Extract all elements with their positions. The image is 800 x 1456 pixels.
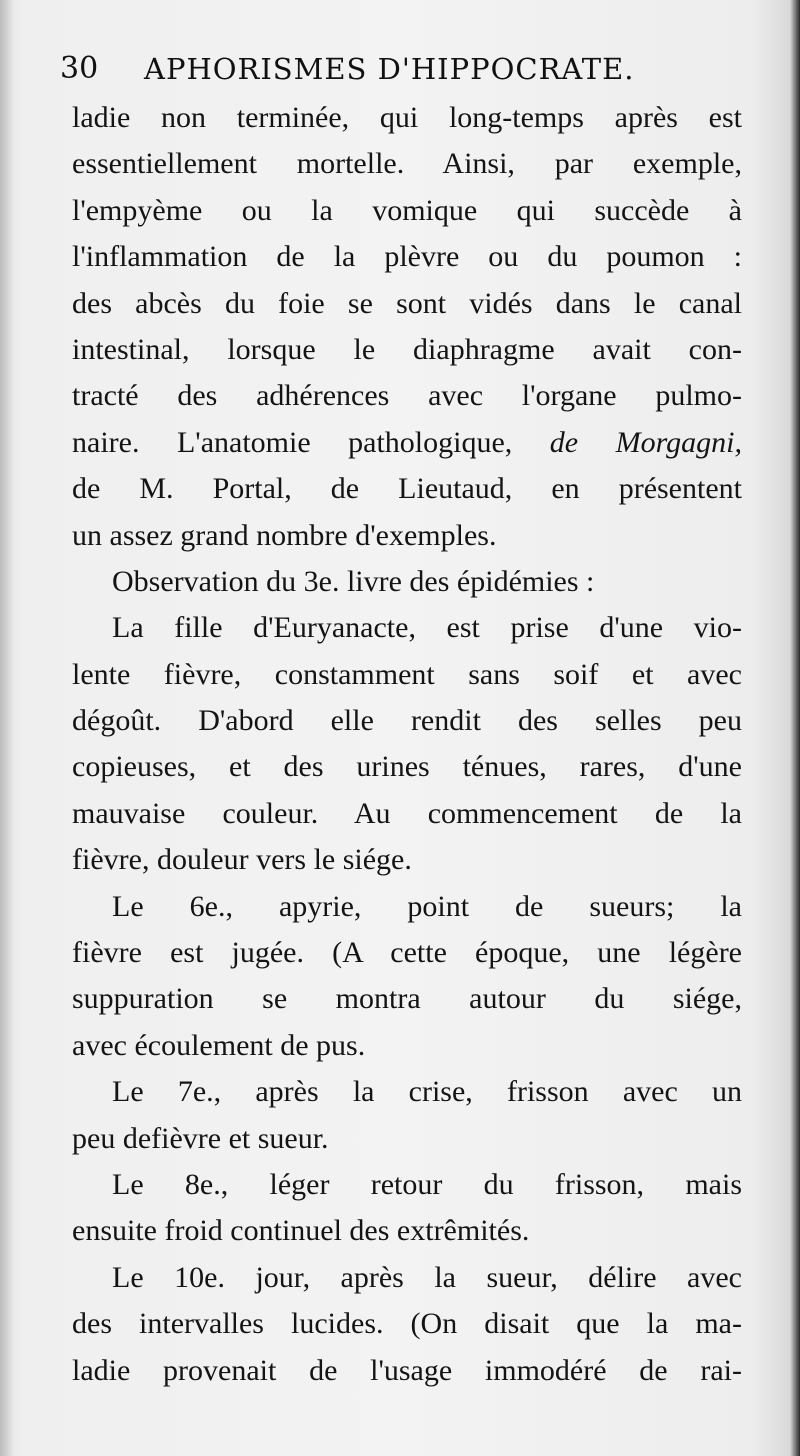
text-line: intestinal, lorsque le diaphragme avait con- <box>72 332 742 366</box>
text-line: mauvaise couleur. Au commencement de la <box>72 796 742 830</box>
text-line: La fille d'Euryanacte, est prise d'une vio- <box>112 611 742 645</box>
text-line: Le 7e., après la crise, frisson avec un <box>112 1075 742 1109</box>
italic-citation: de Morgagni, <box>549 425 743 459</box>
text-line: un assez grand nombre d'exemples. <box>72 518 497 552</box>
text-line: ensuite froid continuel des extrêmités. <box>72 1214 530 1248</box>
text-line: l'inflammation de la plèvre ou du poumon : <box>72 240 742 274</box>
text-line: ladie non terminée, qui long-temps après est <box>72 101 742 134</box>
text-line: des abcès du foie se sont vidés dans le canal <box>72 286 742 320</box>
text-line: copieuses, et des urines ténues, rares, d'une <box>72 750 742 784</box>
text-line: suppuration se montra autour du siége, <box>72 982 742 1016</box>
page-number: 30 <box>60 51 99 86</box>
text-line: avec écoulement de pus. <box>72 1028 366 1062</box>
text-line: naire. L'anatomie pathologique, de Morgagni, <box>72 425 743 459</box>
text-line: ladie provenait de l'usage immodéré de rai- <box>72 1353 742 1387</box>
text-line: Le 6e., apyrie, point de sueurs; la <box>112 889 742 923</box>
body-text <box>72 95 742 1394</box>
text-line: Le 10e. jour, après la sueur, délire avec <box>112 1260 742 1294</box>
text-line: essentiellement mortelle. Ainsi, par exemple, <box>72 147 742 181</box>
text-line: fièvre est jugée. (A cette époque, une légère <box>72 936 742 970</box>
page-right-edge <box>790 0 800 1456</box>
text-line: des intervalles lucides. (On disait que la ma- <box>72 1307 742 1341</box>
text-line: de M. Portal, de Lieutaud, en présentent <box>72 472 742 506</box>
page-left-shadow <box>0 0 14 1456</box>
text-line: fièvre, douleur vers le siége. <box>72 843 412 877</box>
text-line: lente fièvre, constamment sans soif et avec <box>72 657 742 691</box>
text-line: Observation du 3e. livre des épidémies : <box>112 564 595 598</box>
page-header <box>60 44 760 94</box>
text-line: dégoût. D'abord elle rendit des selles peu <box>72 704 742 738</box>
running-head: APHORISMES D'HIPPOCRATE. <box>144 52 635 86</box>
text-line: tracté des adhérences avec l'organe pulmo- <box>72 379 742 413</box>
text-line: l'empyème ou la vomique qui succède à <box>72 193 742 227</box>
text-line: Le 8e., léger retour du frisson, mais <box>112 1167 742 1201</box>
text-line: peu defièvre et sueur. <box>72 1121 329 1155</box>
